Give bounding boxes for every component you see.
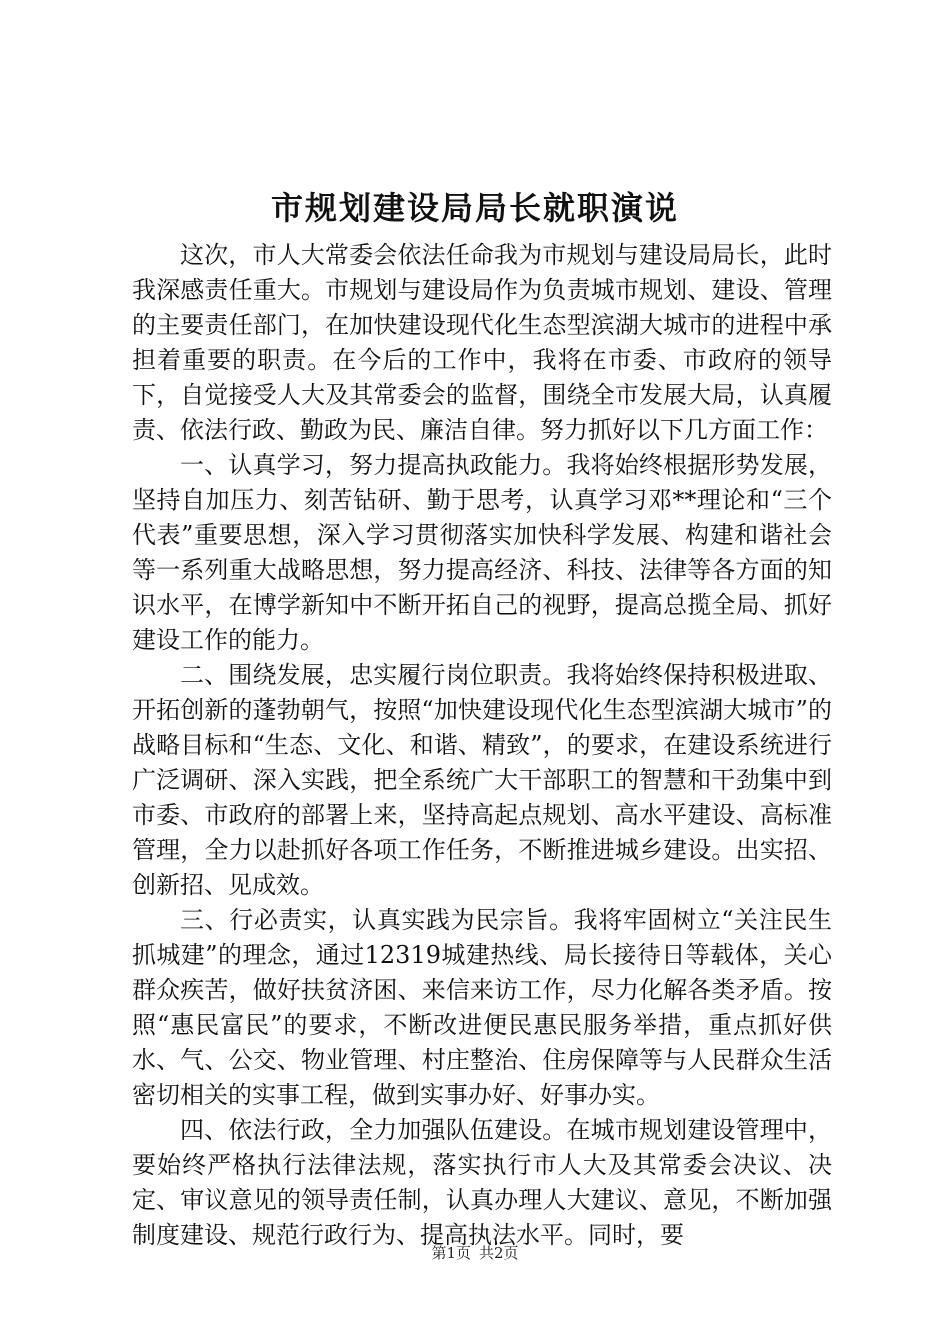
page-footer bbox=[0, 1243, 950, 1263]
paragraph-section-2: 二、围绕发展，忠实履行岗位职责。我将始终保持积极进取、开拓创新的蓬勃朝气，按照“加快建设现代化生态型滨湖大城市”的战略目标和“生态、文化、和谐、精致”，的要求，在建设系统进行广泛调研、深入实践，把全系统广大干部职工的智慧和干劲集中到市委、市政府的部署上来，坚持高起点规划、高水平建设、高标准管理，全力以赴抓好各项工作任务，不断推进城乡建设。出实招、创新招、见成效。 bbox=[132, 661, 832, 899]
document-title: 市规划建设局局长就职演说 bbox=[270, 189, 679, 227]
page-number: 第1页 bbox=[431, 1244, 471, 1262]
paragraph-section-3: 三、行必责实，认真实践为民宗旨。我将牢固树立“关注民生抓城建”的理念，通过12319城建热线、局长接待日等载体，关心群众疾苦，做好扶贫济困、来信来访工作，尽力化解各类矛盾。按照“惠民富民”的要求，不断改进便民惠民服务举措，重点抓好供水、气、公交、物业管理、村庄整治、住房保障等与人民群众生活密切相关的实事工程，做到实事办好、好事办实。 bbox=[132, 906, 832, 1109]
page-total: 共2页 bbox=[479, 1244, 519, 1262]
paragraph-intro: 这次，市人大常委会依法任命我为市规划与建设局局长，此时我深感责任重大。市规划与建设局作为负责城市规划、建设、管理的主要责任部门，在加快建设现代化生态型滨湖大城市的进程中承担着重要的职责。在今后的工作中，我将在市委、市政府的领导下，自觉接受人大及其常委会的监督，围绕全市发展大局，认真履责、依法行政、勤政为民、廉洁自律。努力抓好以下几方面工作： bbox=[132, 241, 832, 444]
document-body bbox=[132, 238, 832, 1253]
paragraph-section-4: 四、依法行政，全力加强队伍建设。在城市规划建设管理中，要始终严格执行法律法规，落实执行市人大及其常委会决议、决定、审议意见的领导责任制，认真办理人大建议、意见，不断加强制度建设、规范行政行为、提高执法水平。同时，要 bbox=[132, 1116, 832, 1249]
paragraph-section-1: 一、认真学习，努力提高执政能力。我将始终根据形势发展，坚持自加压力、刻苦钻研、勤于思考，认真学习邓**理论和“三个代表”重要思想，深入学习贯彻落实加快科学发展、构建和谐社会等一系列重大战略思想，努力提高经济、科技、法律等各方面的知识水平，在博学新知中不断开拓自己的视野，提高总揽全局、抓好建设工作的能力。 bbox=[132, 451, 832, 654]
